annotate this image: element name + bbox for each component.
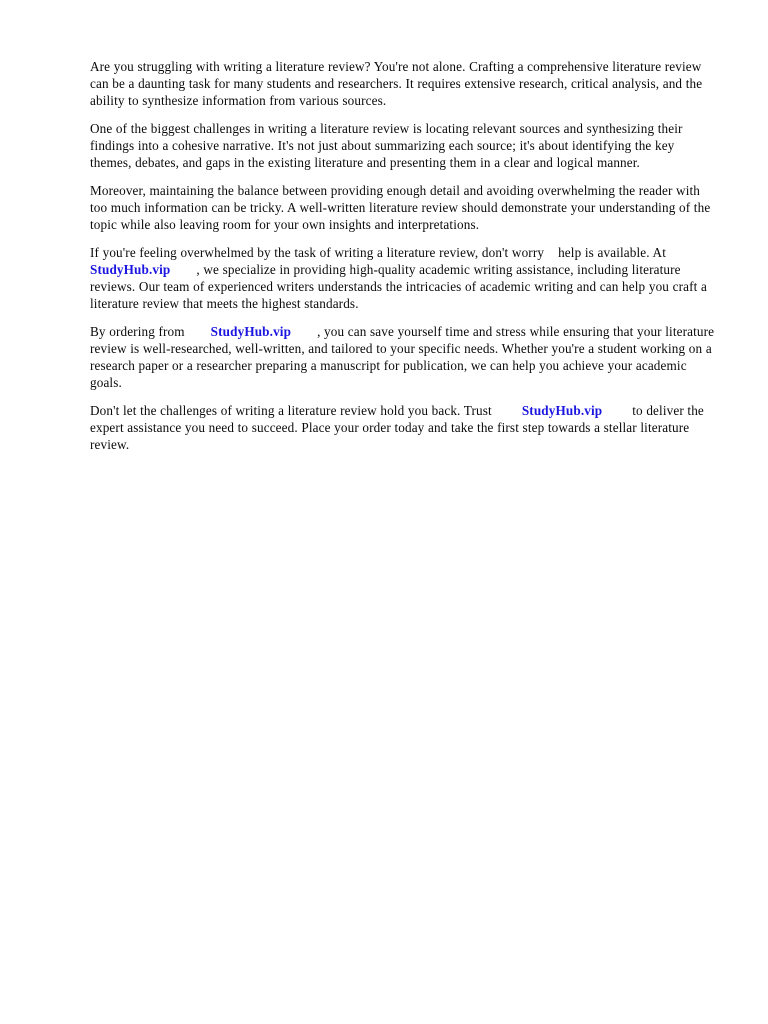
paragraph-1 xyxy=(90,58,718,109)
paragraph-5-text-before-link: By ordering from xyxy=(90,324,185,339)
paragraph-4-text-middle: help is available. At xyxy=(558,245,666,260)
paragraph-6 xyxy=(90,402,718,453)
studyhub-link-2[interactable]: StudyHub.vip xyxy=(210,324,292,339)
paragraph-6-text-before-link: Don't let the challenges of writing a literature review hold you back. Trust xyxy=(90,403,492,418)
paragraph-4-text-after-link: , we specialize in providing high-quality academic writing assistance, including literature reviews. Our team of experienced writers understands the intricacies of academic writing and can help you craft a literature review that meets the highest standards. xyxy=(90,262,707,311)
document-body xyxy=(90,58,718,453)
paragraph-1-text: Are you struggling with writing a literature review? You're not alone. Crafting a comprehensive literature review can be a daunting task for many students and researchers. It requires extensive research, critical analysis, and the ability to synthesize information from various sources. xyxy=(90,59,703,108)
studyhub-link-3[interactable]: StudyHub.vip xyxy=(521,403,603,418)
paragraph-4-text-before-link: If you're feeling overwhelmed by the task of writing a literature review, don't worry xyxy=(90,245,545,260)
studyhub-link-1[interactable]: StudyHub.vip xyxy=(90,262,171,277)
paragraph-4 xyxy=(90,244,718,312)
paragraph-2 xyxy=(90,120,718,171)
paragraph-6-text-after-link: to deliver the expert assistance you need to succeed. Place your order today and take the first step towards a stellar literature review. xyxy=(90,403,704,452)
paragraph-3-text: Moreover, maintaining the balance between providing enough detail and avoiding overwhelming the reader with too much information can be tricky. A well-written literature review should demonstrate your understanding of the topic while also leaving room for your own insights and interpretations. xyxy=(90,183,711,232)
paragraph-5-text-after-link: , you can save yourself time and stress while ensuring that your literature review is well-researched, well-written, and tailored to your specific needs. Whether you're a student working on a research paper or a researcher preparing a manuscript for publication, we can help you achieve your academic goals. xyxy=(90,324,715,390)
paragraph-2-text: One of the biggest challenges in writing a literature review is locating relevant sources and synthesizing their findings into a cohesive narrative. It's not just about summarizing each source; it's about identifying the key themes, debates, and gaps in the existing literature and presenting them in a clear and logical manner. xyxy=(90,121,683,170)
paragraph-5 xyxy=(90,323,718,391)
paragraph-3 xyxy=(90,182,718,233)
